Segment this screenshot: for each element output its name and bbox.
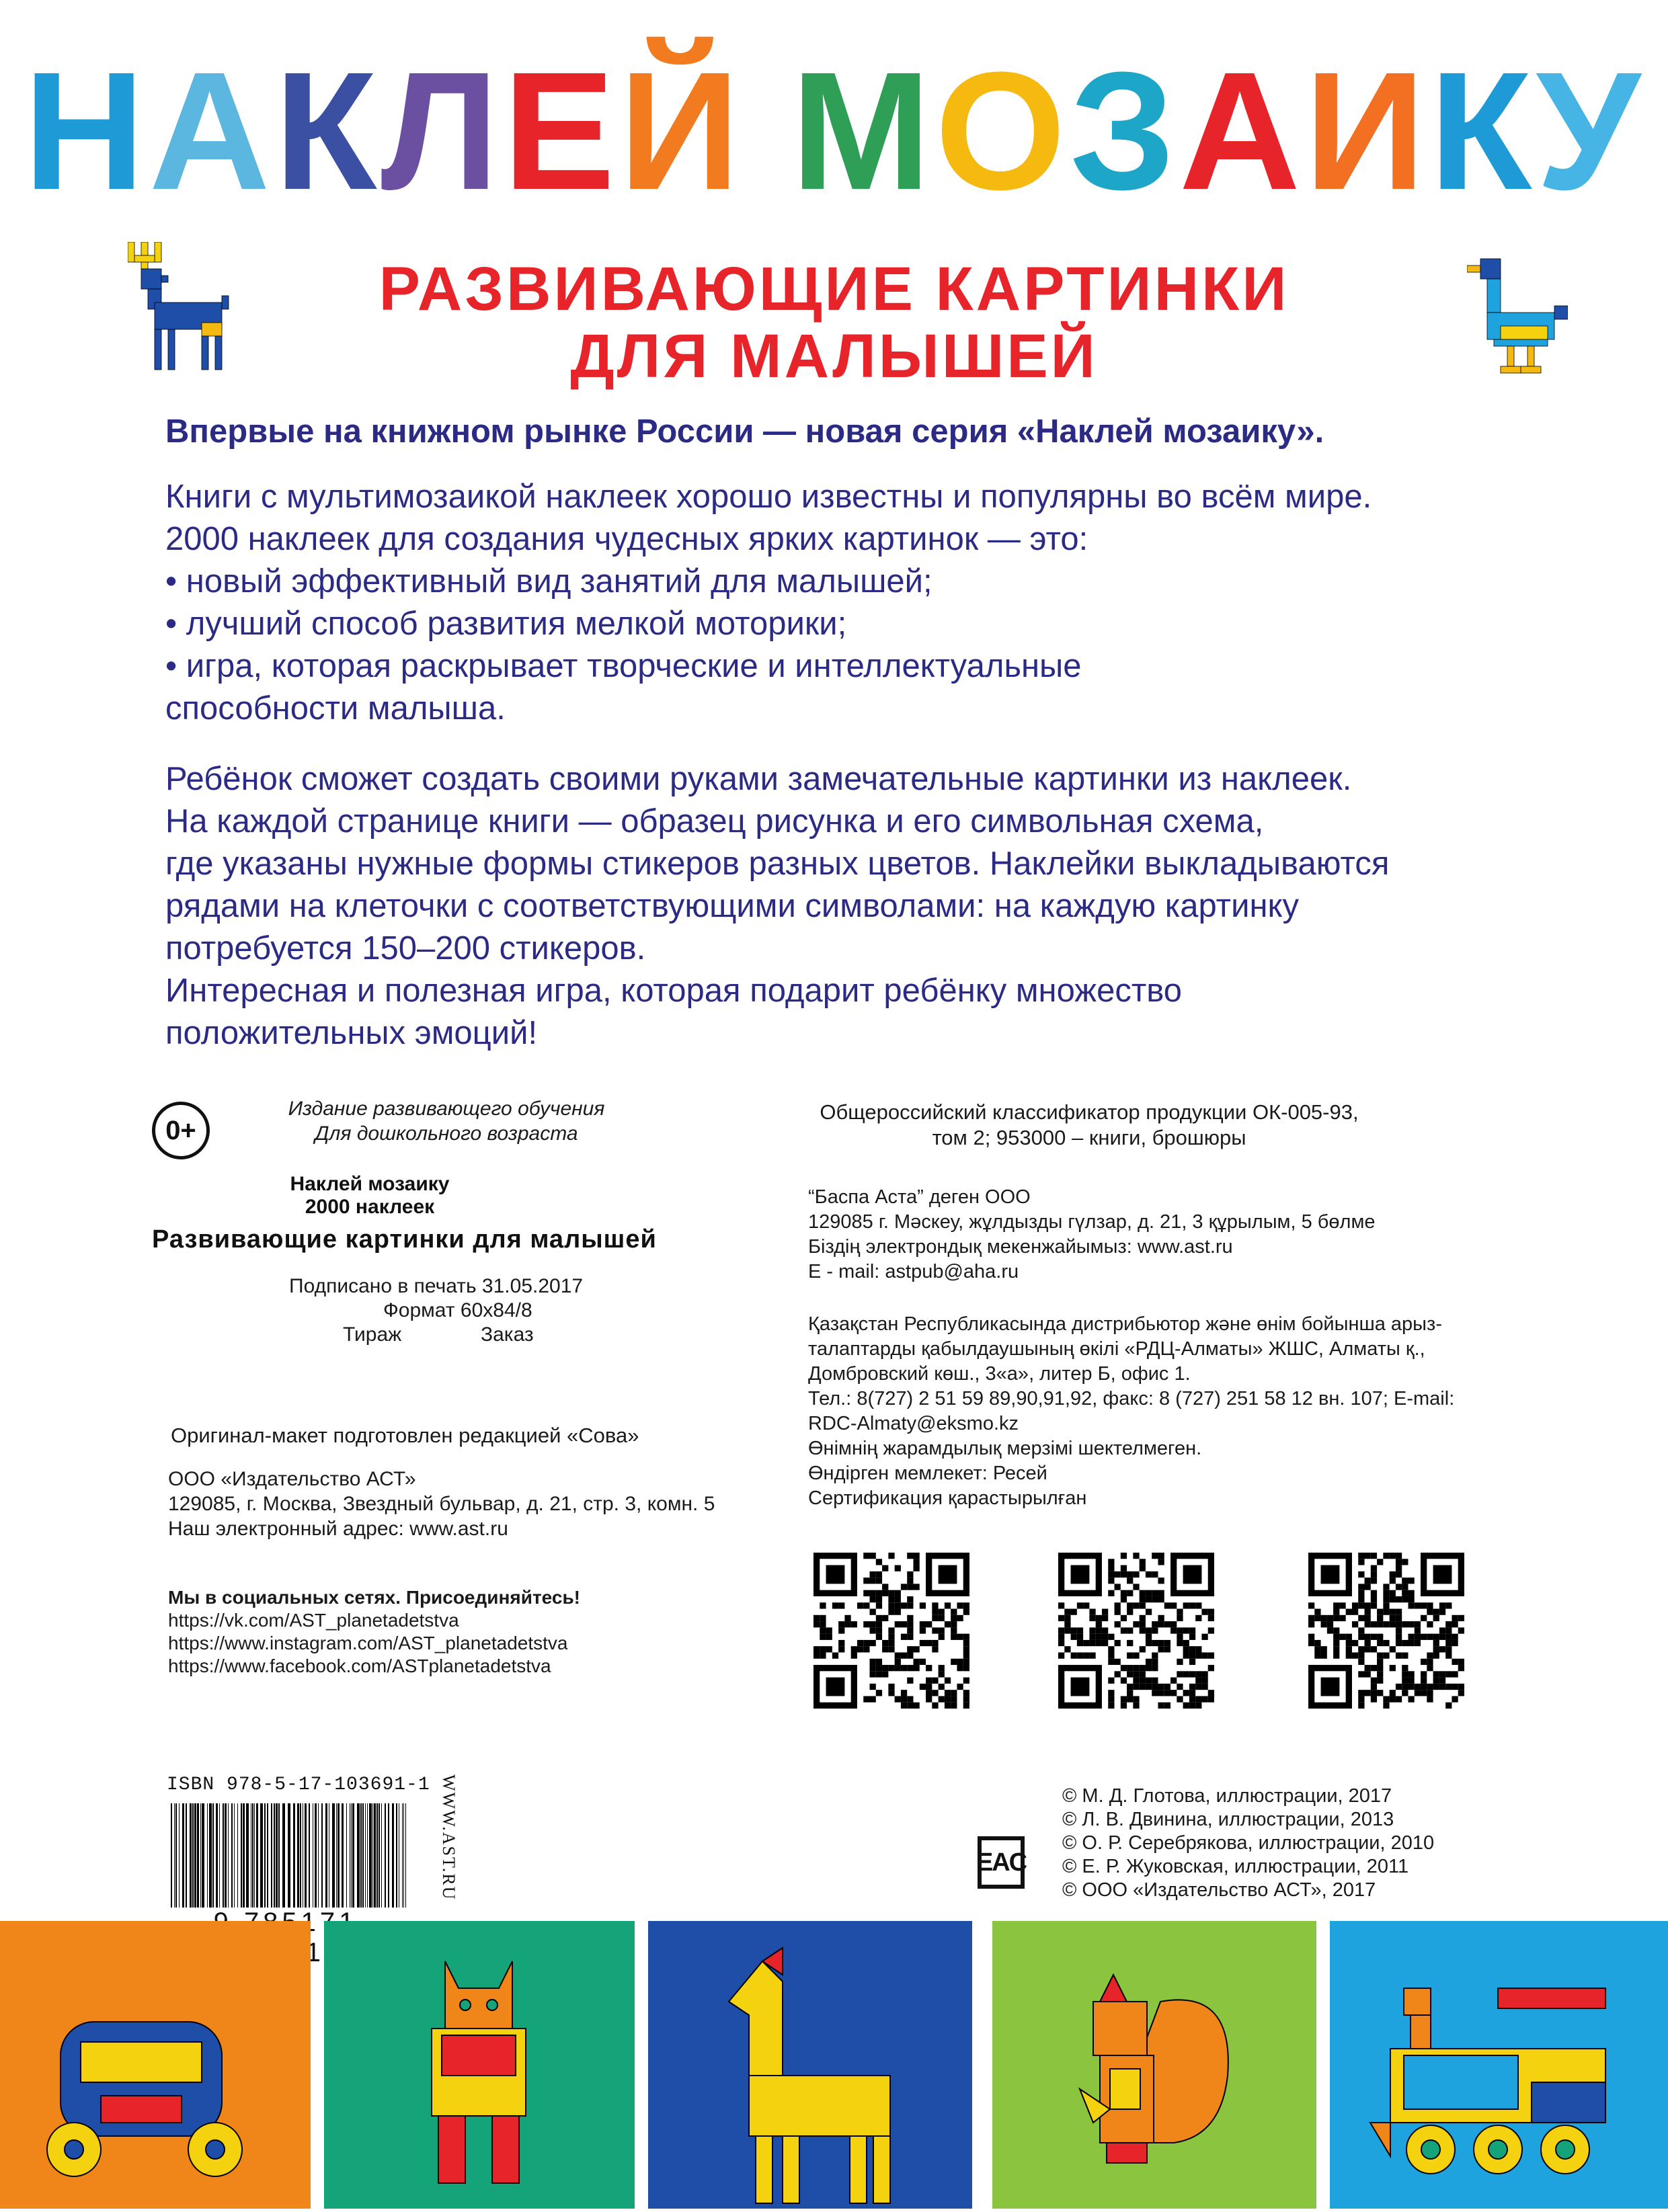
kz-publisher-line: “Баспа Аста” деген ООО (808, 1186, 1031, 1208)
social-link-vk[interactable]: https://vk.com/AST_planetadetstva (168, 1610, 459, 1631)
paragraph-line: • лучший способ развития мелкой моторики; (165, 606, 847, 642)
train-mosaic-icon (1330, 1921, 1668, 2209)
kz-publisher-line: E - mail: astpub@aha.ru (808, 1261, 1019, 1282)
title-letter: М (791, 37, 935, 224)
edition-line: Для дошкольного возраста (315, 1122, 578, 1145)
social-block (168, 1586, 580, 1678)
kz-distributor-line: Қазақстан Республикасында дистрибьютор және өнім бойынша арыз- (808, 1313, 1442, 1335)
copyright-line: © О. Р. Серебрякова, иллюстрации, 2010 (1062, 1832, 1435, 1854)
copyright-line: © Л. В. Двинина, иллюстрации, 2013 (1062, 1809, 1394, 1830)
copyright-line: © М. Д. Глотова, иллюстрации, 2017 (1062, 1785, 1392, 1807)
age-rating-badge: 0+ (152, 1102, 210, 1159)
paragraph-line: положительных эмоций! (165, 1015, 538, 1051)
print-zakaz: Заказ (481, 1323, 534, 1346)
sticker-count: 2000 наклеек (305, 1196, 435, 1218)
kz-distributor-line: Домбровский көш., 3«а», литер Б, офис 1. (808, 1363, 1191, 1385)
title-letter: Е (502, 37, 619, 224)
llama-mosaic-icon (648, 1921, 972, 2209)
copyright-line: © Е. Р. Жуковская, иллюстрации, 2011 (1062, 1856, 1409, 1877)
publisher-site: Наш электронный адрес: www.ast.ru (168, 1518, 508, 1540)
kz-distributor-line: Өнімнің жарамдылық мерзімі шектелмеген. (808, 1438, 1202, 1459)
copyright-line: © ООО «Издательство АСТ», 2017 (1062, 1879, 1376, 1901)
title-letter: Л (381, 37, 503, 224)
tile-llama (648, 1921, 972, 2209)
carriage-mosaic-icon (0, 1921, 311, 2209)
classifier (787, 1100, 1392, 1151)
kz-publisher (808, 1185, 1376, 1284)
publisher-info (168, 1467, 715, 1541)
title-letter: К (274, 37, 381, 224)
description-paragraph-2 (165, 758, 1389, 1055)
qr-code-facebook[interactable] (1308, 1553, 1464, 1709)
kz-distributor-line: RDC-Almaty@eksmo.kz (808, 1413, 1019, 1434)
title-letter: А (149, 37, 274, 224)
lead-sentence: Впервые на книжном рынке России — новая серия «Наклей мозаику». (165, 413, 1324, 450)
tile-train (1330, 1921, 1668, 2209)
social-link-instagram[interactable]: https://www.instagram.com/AST_planetadetstva (168, 1633, 568, 1653)
edition-line: Издание развивающего обучения (288, 1098, 605, 1120)
paragraph-line: Ребёнок сможет создать своими руками замечательные картинки из наклеек. (165, 761, 1352, 797)
title-letter: Н (23, 37, 149, 224)
isbn: ISBN 978-5-17-103691-1 (167, 1774, 430, 1795)
kz-distributor (808, 1312, 1454, 1511)
title-letter: У (1536, 37, 1645, 224)
title-letter: З (1070, 37, 1179, 224)
print-tirazh: Тираж (343, 1323, 402, 1346)
paragraph-line: Книги с мультимозаикой наклеек хорошо известны и популярны во всём мире. (165, 479, 1372, 515)
main-title (0, 37, 1668, 224)
book-series (202, 1173, 538, 1219)
subtitle-line-1: РАЗВИВАЮЩИЕ КАРТИНКИ (379, 255, 1289, 323)
kz-distributor-line: Өндірген мемлекет: Ресей (808, 1463, 1047, 1484)
social-heading: Мы в социальных сетях. Присоединяйтесь! (168, 1587, 580, 1608)
title-letter: И (1304, 37, 1429, 224)
tile-cat (324, 1921, 635, 2209)
subtitle-line-2: ДЛЯ МАЛЫШЕЙ (570, 322, 1098, 391)
title-letter (744, 47, 791, 215)
paragraph-line: рядами на клеточки с соответствующими символами: на каждую картинку (165, 888, 1300, 924)
description-paragraph-1 (165, 476, 1372, 730)
social-link-facebook[interactable]: https://www.facebook.com/ASTplanetadetstva (168, 1655, 551, 1676)
classifier-line: Общероссийский классификатор продукции ОК-005-93, (820, 1100, 1359, 1124)
title-letter: А (1179, 37, 1305, 224)
mosaic-tiles-strip (0, 1921, 1668, 2209)
paragraph-line: способности малыша. (165, 690, 506, 727)
publisher-address: 129085, г. Москва, Звездный бульвар, д. 21, стр. 3, комн. 5 (168, 1493, 715, 1515)
title-letter: О (935, 37, 1070, 224)
kz-publisher-line: 129085 г. Мәскеу, жұлдызды гүлзар, д. 21, 3 құрылым, 5 бөлме (808, 1211, 1376, 1233)
original-layout-credit: Оригинал-макет подготовлен редакцией «Сова» (171, 1424, 639, 1447)
paragraph-line: • игра, которая раскрывает творческие и интеллектуальные (165, 648, 1082, 684)
tile-carriage (0, 1921, 311, 2209)
copyrights (1062, 1785, 1434, 1902)
paragraph-line: где указаны нужные формы стикеров разных цветов. Наклейки выкладываются (165, 846, 1390, 882)
publisher-name: ООО «Издательство АСТ» (168, 1468, 416, 1490)
title-letter: К (1429, 37, 1536, 224)
kz-publisher-line: Біздің электрондық мекенжайымыз: www.ast.ru (808, 1236, 1233, 1258)
cat-mosaic-icon (324, 1921, 635, 2209)
kz-distributor-line: талаптарды қабылдаушының өкілі «РДЦ-Алматы» ЖШС, Алматы қ., (808, 1338, 1425, 1360)
paragraph-line: Интересная и полезная игра, которая подарит ребёнку множество (165, 973, 1183, 1009)
title-letter: Й (619, 37, 744, 224)
classifier-line: том 2; 953000 – книги, брошюры (932, 1126, 1246, 1149)
qr-code-instagram[interactable] (1058, 1553, 1214, 1709)
book-name: Развивающие картинки для малышей (152, 1225, 657, 1254)
squirrel-mosaic-icon (992, 1921, 1316, 2209)
qr-code-vk[interactable] (813, 1553, 969, 1709)
www-vertical: WWW.AST.RU (439, 1774, 459, 1901)
kz-distributor-line: Тел.: 8(727) 2 51 59 89,90,91,92, факс: 8 (727) 251 58 12 вн. 107; E-mail: (808, 1388, 1455, 1409)
print-format: Формат 60x84/8 (383, 1299, 532, 1321)
paragraph-line: потребуется 150–200 стикеров. (165, 930, 646, 967)
paragraph-line: 2000 наклеек для создания чудесных ярких картинок — это: (165, 521, 1088, 557)
edition-type (265, 1096, 628, 1146)
series-name: Наклей мозаику (290, 1173, 450, 1195)
kz-distributor-line: Сертификация қарастырылған (808, 1487, 1087, 1509)
paragraph-line: На каждой странице книги — образец рисунка и его символьная схема, (165, 803, 1264, 839)
tile-squirrel (992, 1921, 1316, 2209)
eac-mark-icon: EAC (978, 1836, 1025, 1889)
print-signed: Подписано в печать 31.05.2017 (289, 1275, 584, 1297)
paragraph-line: • новый эффективный вид занятий для малышей; (165, 563, 932, 600)
